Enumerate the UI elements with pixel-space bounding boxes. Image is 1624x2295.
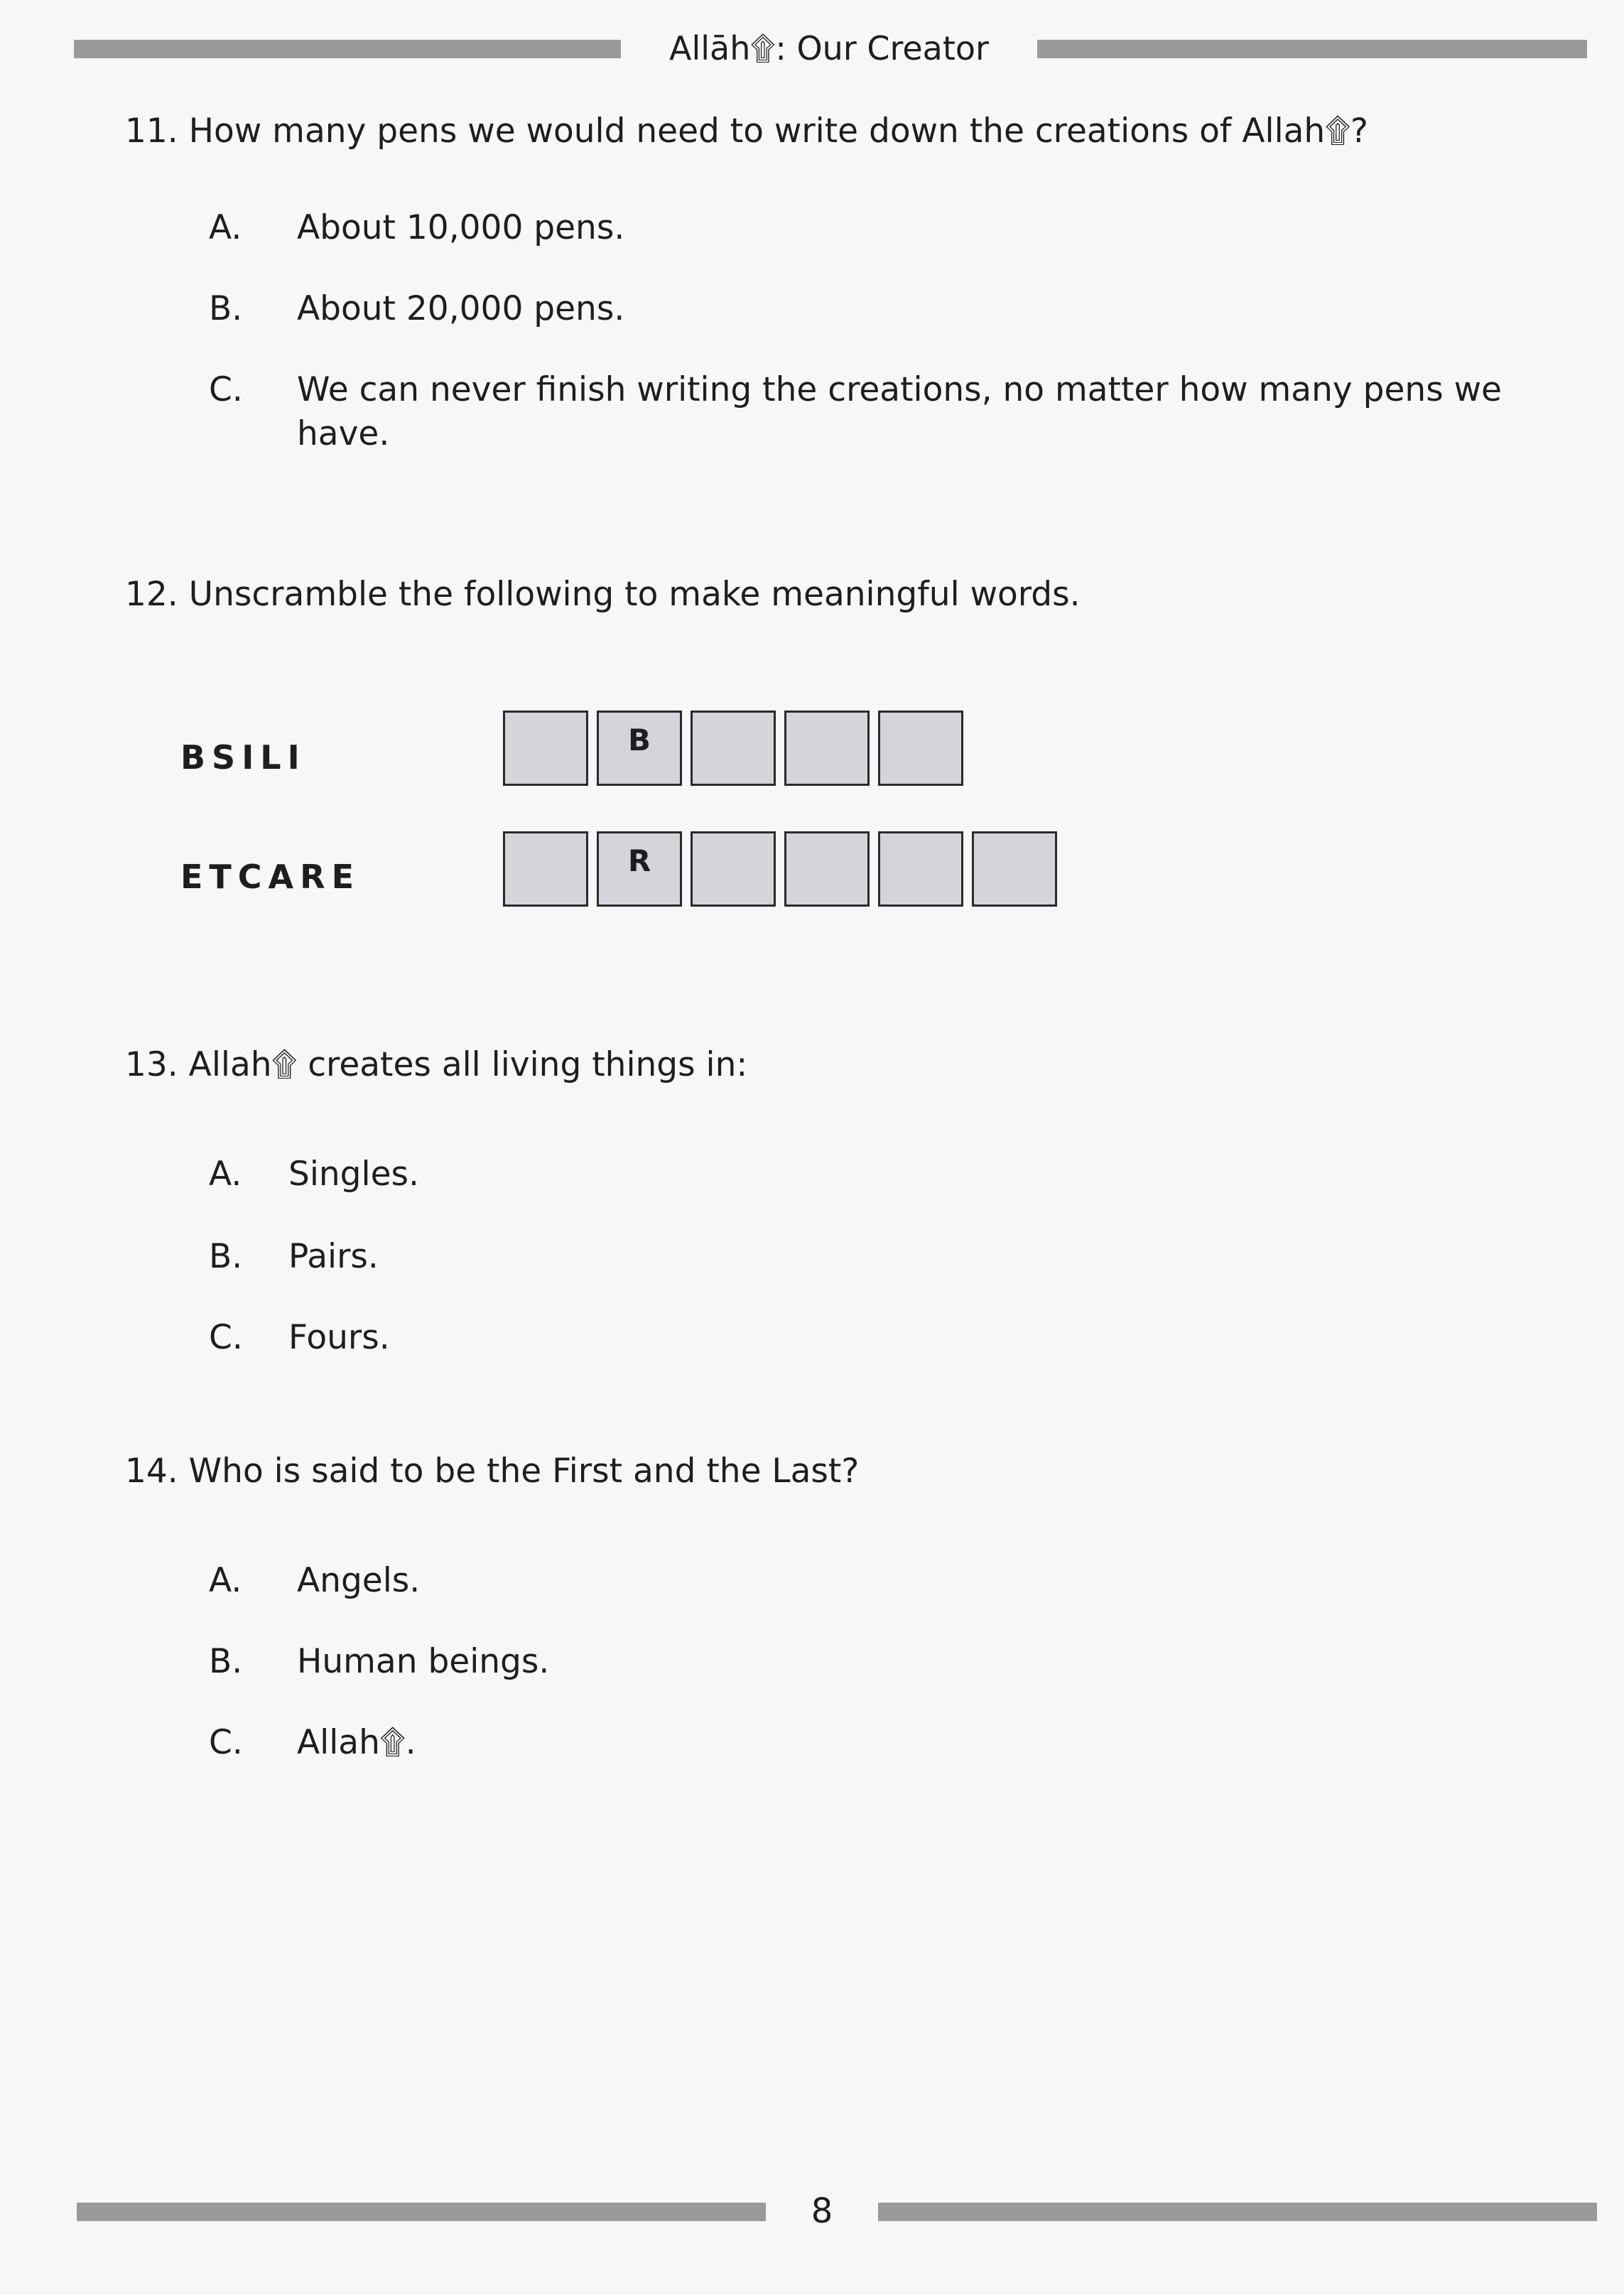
scrambled-word-1: BSILI <box>180 738 306 777</box>
option-text: Allah۩. <box>297 1723 416 1762</box>
option-text: About 20,000 pens. <box>297 289 625 328</box>
q11-option-a[interactable] <box>209 206 1559 250</box>
letter-box[interactable] <box>503 831 588 907</box>
letter-box[interactable] <box>784 711 870 786</box>
q14-option-a[interactable] <box>209 1559 1559 1603</box>
question-14: 14. Who is said to be the First and the Last? <box>125 1452 860 1491</box>
footer-rule-right <box>878 2203 1597 2221</box>
header-rule-left <box>74 40 621 58</box>
question-13: 13. Allah۩ creates all living things in: <box>125 1045 748 1084</box>
option-letter: A. <box>209 208 242 247</box>
q13-option-a[interactable] <box>209 1152 1559 1197</box>
option-text: Angels. <box>297 1561 421 1600</box>
letter-box[interactable] <box>503 711 588 786</box>
option-text: We can never finish writing the creations, no matter how many pens we have. <box>297 370 1502 453</box>
letter-box[interactable] <box>784 831 870 907</box>
q13-option-b[interactable] <box>209 1235 1559 1279</box>
answer-boxes-2 <box>503 831 1057 907</box>
option-text: About 10,000 pens. <box>297 208 625 247</box>
option-text: Singles. <box>288 1155 419 1194</box>
option-letter: B. <box>209 1642 243 1681</box>
q13-option-c[interactable] <box>209 1316 1559 1360</box>
option-letter: C. <box>209 370 243 409</box>
scrambled-word-2: ETCARE <box>180 858 361 896</box>
letter-box[interactable] <box>972 831 1057 907</box>
option-text: Human beings. <box>297 1642 550 1681</box>
letter-box[interactable]: R <box>597 831 682 907</box>
answer-boxes-1 <box>503 711 963 786</box>
question-11: 11. How many pens we would need to write down the creations of Allah۩? <box>125 112 1368 151</box>
q14-option-c[interactable] <box>209 1721 1559 1765</box>
option-letter: C. <box>209 1318 243 1357</box>
letter-box[interactable] <box>691 711 776 786</box>
option-text: Pairs. <box>288 1237 379 1276</box>
q14-option-b[interactable] <box>209 1640 1559 1684</box>
option-letter: C. <box>209 1723 243 1762</box>
page-header-title: Allāh۩: Our Creator <box>669 29 989 68</box>
q11-option-b[interactable] <box>209 287 1559 331</box>
footer-rule-left <box>77 2203 766 2221</box>
page-number: 8 <box>811 2191 833 2231</box>
letter-box[interactable] <box>878 711 963 786</box>
option-letter: A. <box>209 1561 242 1600</box>
question-12: 12. Unscramble the following to make meaningful words. <box>125 575 1081 614</box>
option-letter: B. <box>209 1237 243 1276</box>
letter-box[interactable] <box>878 831 963 907</box>
option-text: Fours. <box>288 1318 390 1357</box>
letter-box[interactable]: B <box>597 711 682 786</box>
letter-box[interactable] <box>691 831 776 907</box>
q11-option-c[interactable] <box>209 368 1559 456</box>
option-letter: B. <box>209 289 243 328</box>
option-letter: A. <box>209 1155 242 1194</box>
header-rule-right <box>1037 40 1587 58</box>
